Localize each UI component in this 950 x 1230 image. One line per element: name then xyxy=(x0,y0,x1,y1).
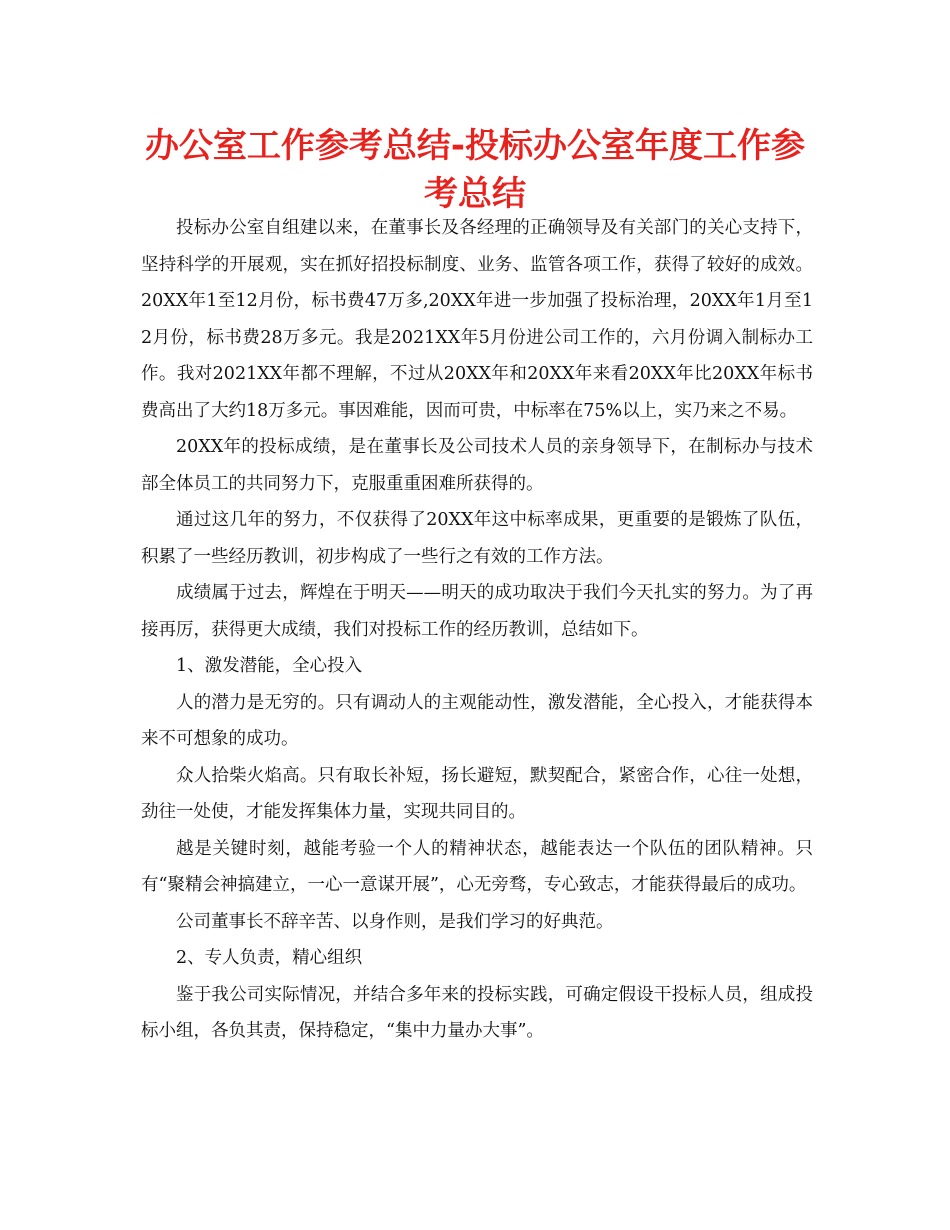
page-title: 办公室工作参考总结-投标办公室年度工作参考总结 xyxy=(144,126,806,214)
paragraph: 通过这几年的努力，不仅获得了20XX年这中标率成果，更重要的是锻炼了队伍，积累了一些经历教训，初步构成了一些行之有效的工作方法。 xyxy=(141,510,813,567)
paragraph: 越是关键时刻，越能考验一个人的精神状态，越能表达一个队伍的团队精神。只有“聚精会神搞建立，一心一意谋开展”，心无旁骛，专心致志，才能获得最后的成功。 xyxy=(141,838,813,895)
document-body xyxy=(141,210,813,1050)
paragraph: 公司董事长不辞辛苦、以身作则，是我们学习的好典范。 xyxy=(176,911,614,932)
section-heading: 1、激发潜能，全心投入 xyxy=(176,656,363,676)
section-heading: 2、专人负责，精心组织 xyxy=(176,948,363,968)
paragraph: 鉴于我公司实际情况，并结合多年来的投标实践，可确定假设干投标人员，组成投标小组，各负其责，保持稳定，“集中力量办大事”。 xyxy=(141,984,813,1041)
paragraph: 人的潜力是无穷的。只有调动人的主观能动性，激发潜能，全心投入，才能获得本来不可想象的成功。 xyxy=(141,692,813,749)
paragraph: 成绩属于过去，辉煌在于明天——明天的成功取决于我们今天扎实的努力。为了再接再厉，获得更大成绩，我们对投标工作的经历教训，总结如下。 xyxy=(141,583,813,640)
paragraph: 20XX年的投标成绩，是在董事长及公司技术人员的亲身领导下，在制标办与技术部全体员工的共同努力下，克服重重困难所获得的。 xyxy=(141,437,813,494)
paragraph: 众人拾柴火焰高。只有取长补短，扬长避短，默契配合，紧密合作，心往一处想，劲往一处使，才能发挥集体力量，实现共同目的。 xyxy=(141,765,813,822)
paragraph: 投标办公室自组建以来，在董事长及各经理的正确领导及有关部门的关心支持下，坚持科学的开展观，实在抓好招投标制度、业务、监管各项工作，获得了较好的成效。20XX年1至12月份，标书费47万多,20XX年进一步加强了投标治理，20XX年1月至12月份，标书费28万多元。我是2021XX年5月份进公司工作的，六月份调入制标办工作。我对2021XX年都不理解，不过从20XX年和20XX年来看20XX年比20XX年标书费高出了大约18万多元。事因难能，因而可贵，中标率在75%以上，实乃来之不易。 xyxy=(141,218,813,421)
